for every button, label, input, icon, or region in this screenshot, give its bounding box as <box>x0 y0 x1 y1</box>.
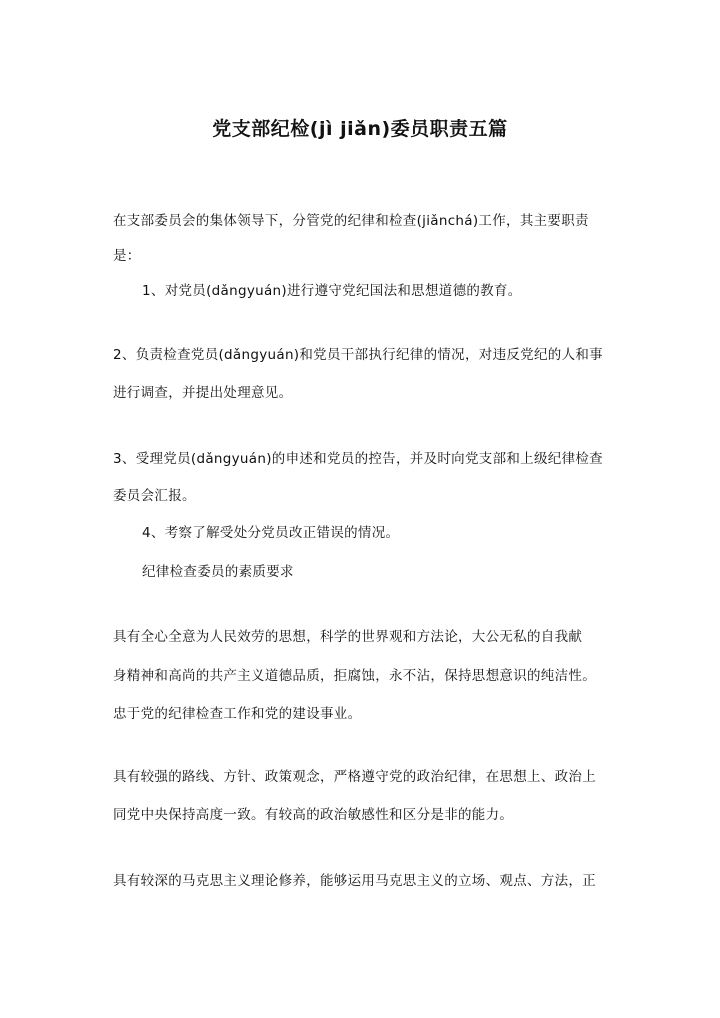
paragraph-line: 同党中央保持高度一致。有较高的政治敏感性和区分是非的能力。 <box>113 807 514 823</box>
paragraph-line: 进行调查，并提出处理意见。 <box>113 385 293 401</box>
paragraph-line: 2、负责检查党员(dǎngyuán)和党员干部执行纪律的情况，对违反党纪的人和事 <box>113 347 603 363</box>
paragraph-line: 委员会汇报。 <box>113 488 196 504</box>
paragraph-line: 在支部委员会的集体领导下，分管党的纪律和检查(jiǎnchá)工作，其主要职责 <box>113 213 589 229</box>
paragraph-line: 具有全心全意为人民效劳的思想，科学的世界观和方法论，大公无私的自我献 <box>113 629 583 645</box>
paragraph-line: 4、考察了解受处分党员改正错误的情况。 <box>142 525 400 541</box>
paragraph-line: 3、受理党员(dǎngyuán)的申述和党员的控告，并及时向党支部和上级纪律检查 <box>113 451 603 467</box>
paragraph-line: 1、对党员(dǎngyuán)进行遵守党纪国法和思想道德的教育。 <box>142 283 522 299</box>
paragraph-line: 具有较强的路线、方针、政策观念，严格遵守党的政治纪律，在思想上、政治上 <box>113 769 596 785</box>
document-title: 党支部纪检(jì jiǎn)委员职责五篇 <box>212 118 508 140</box>
paragraph-line: 是： <box>113 248 141 264</box>
paragraph-line: 忠于党的纪律检查工作和党的建设事业。 <box>113 706 362 722</box>
paragraph-line: 身精神和高尚的共产主义道德品质，拒腐蚀，永不沾，保持思想意识的纯洁性。 <box>113 668 596 684</box>
section-heading: 纪律检查委员的素质要求 <box>142 564 294 580</box>
paragraph-line: 具有较深的马克思主义理论修养，能够运用马克思主义的立场、观点、方法，正 <box>113 873 596 889</box>
